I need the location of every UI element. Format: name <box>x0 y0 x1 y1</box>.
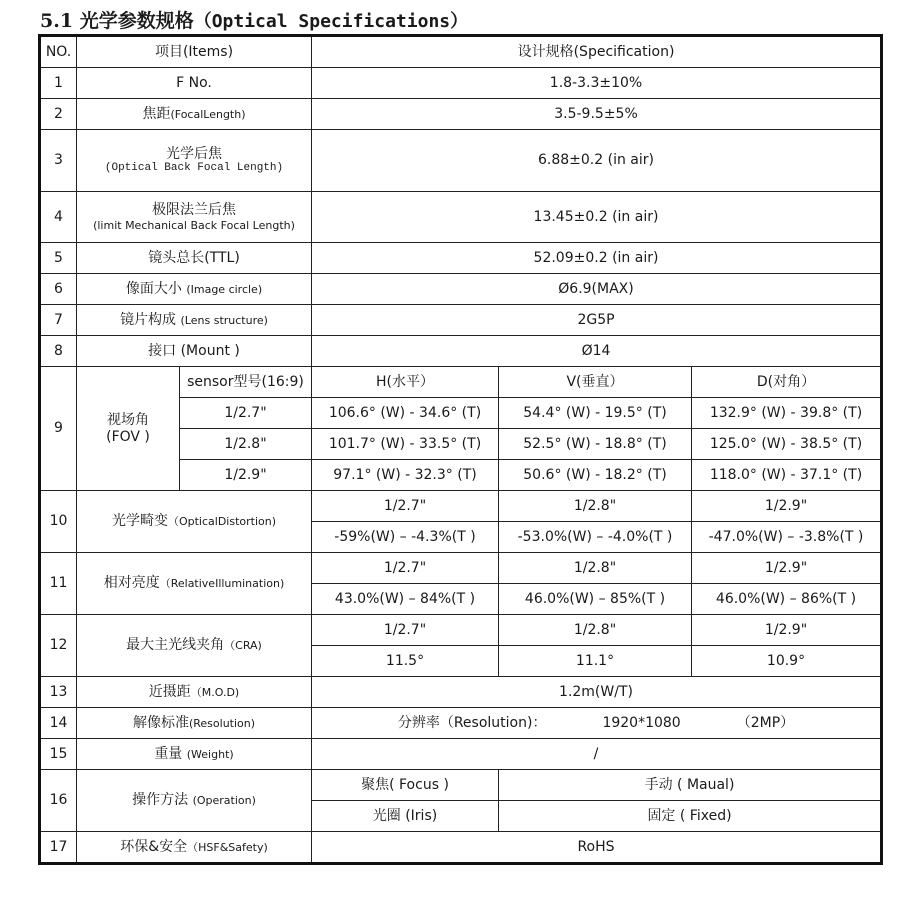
item-label <box>77 553 312 615</box>
row-number: 10 <box>40 491 77 553</box>
item-label <box>77 192 312 243</box>
cra-value: 11.1° <box>499 646 692 677</box>
header-spec: 设计规格(Specification) <box>312 36 882 68</box>
row-number: 5 <box>40 243 77 274</box>
distortion-value: -47.0%(W) – -3.8%(T ) <box>692 522 882 553</box>
row-number: 1 <box>40 68 77 99</box>
item-label-cn: 相对亮度 <box>103 575 160 592</box>
table-row <box>40 739 882 770</box>
item-label <box>77 739 312 770</box>
table-row-illumination-sizes <box>40 553 882 584</box>
table-row <box>40 130 882 192</box>
fov-d-value: 125.0° (W) - 38.5° (T) <box>692 429 882 460</box>
item-label: 镜头总长(TTL) <box>77 243 312 274</box>
spec-value: 1.2m(W/T) <box>312 677 882 708</box>
row-number: 12 <box>40 615 77 677</box>
row-number: 17 <box>40 832 77 864</box>
distortion-value: -59%(W) – -4.3%(T ) <box>312 522 499 553</box>
item-label-cn: 近摄距 <box>148 683 191 700</box>
sensor-size: 1/2.9" <box>692 553 882 584</box>
row-number: 4 <box>40 192 77 243</box>
spec-value: RoHS <box>312 832 882 864</box>
item-label-en: (Weight) <box>186 747 234 761</box>
sensor-size: 1/2.8" <box>499 553 692 584</box>
item-label <box>77 615 312 677</box>
item-label <box>77 770 312 832</box>
row-number: 3 <box>40 130 77 192</box>
fov-h-header: H(水平） <box>312 367 499 398</box>
row-number: 7 <box>40 305 77 336</box>
iris-label: 光圈 (Iris) <box>312 801 499 832</box>
spec-value: 3.5-9.5±5% <box>312 99 882 130</box>
item-label <box>77 708 312 739</box>
item-label-cn: 解像标准 <box>132 714 189 731</box>
row-number: 15 <box>40 739 77 770</box>
row-number: 11 <box>40 553 77 615</box>
spec-value: 52.09±0.2 (in air) <box>312 243 882 274</box>
table-row-cra-sizes <box>40 615 882 646</box>
iris-value: 固定 ( Fixed) <box>499 801 882 832</box>
fov-v-value: 52.5° (W) - 18.8° (T) <box>499 429 692 460</box>
optical-spec-table <box>38 34 883 865</box>
item-label-en: (FocalLength) <box>170 107 246 121</box>
item-label-cn: 光学后焦 <box>166 145 222 162</box>
item-label <box>77 491 312 553</box>
fov-d-header: D(对角） <box>692 367 882 398</box>
table-row <box>40 99 882 130</box>
spec-value: Ø6.9(MAX) <box>312 274 882 305</box>
sensor-size: 1/2.9" <box>692 615 882 646</box>
item-label <box>77 367 180 491</box>
item-label-cn: 像面大小 <box>125 280 182 297</box>
table-row <box>40 68 882 99</box>
table-row <box>40 305 882 336</box>
cra-value: 10.9° <box>692 646 882 677</box>
item-label-cn: 环保&安全 <box>120 838 188 855</box>
item-label <box>77 677 312 708</box>
sensor-size: 1/2.8" <box>180 429 312 460</box>
fov-h-value: 101.7° (W) - 33.5° (T) <box>312 429 499 460</box>
item-label-cn: 焦距 <box>142 105 171 122</box>
item-label-en: (Optical Back Focal Length) <box>104 162 284 175</box>
fov-h-value: 106.6° (W) - 34.6° (T) <box>312 398 499 429</box>
spec-value: / <box>312 739 882 770</box>
sensor-size: 1/2.9" <box>180 460 312 491</box>
section-title <box>40 6 468 33</box>
row-number: 8 <box>40 336 77 367</box>
table-row <box>40 708 882 739</box>
row-number: 13 <box>40 677 77 708</box>
row-number: 14 <box>40 708 77 739</box>
resolution-label: 分辨率（Resolution)： <box>397 714 547 731</box>
item-label-cn: 重量 <box>154 745 183 762</box>
item-label-cn: 光学畸变 <box>111 513 168 530</box>
table-row <box>40 677 882 708</box>
sensor-size: 1/2.7" <box>312 553 499 584</box>
fov-v-header: V(垂直） <box>499 367 692 398</box>
item-label <box>77 99 312 130</box>
table-header-row <box>40 36 882 68</box>
item-label-cn: 镜片构成 <box>120 311 177 328</box>
spec-value: Ø14 <box>312 336 882 367</box>
table-row <box>40 192 882 243</box>
sensor-size: 1/2.8" <box>499 615 692 646</box>
item-label-cn: 最大主光线夹角 <box>126 637 225 654</box>
item-label-cn: 视场角 <box>107 411 149 428</box>
item-label-en: (Lens structure) <box>180 313 268 327</box>
item-label-en: (Resolution) <box>188 716 256 730</box>
item-label-en: （OpticalDistortion) <box>167 515 277 529</box>
focus-label: 聚焦( Focus ) <box>312 770 499 801</box>
sensor-size: 1/2.7" <box>180 398 312 429</box>
fov-v-value: 54.4° (W) - 19.5° (T) <box>499 398 692 429</box>
header-items: 项目(Items) <box>77 36 312 68</box>
fov-d-value: 118.0° (W) - 37.1° (T) <box>692 460 882 491</box>
distortion-value: -53.0%(W) – -4.0%(T ) <box>499 522 692 553</box>
spec-value: 2G5P <box>312 305 882 336</box>
sensor-size: 1/2.7" <box>312 491 499 522</box>
spec-value: 1.8-3.3±10% <box>312 68 882 99</box>
section-title-en: （Optical Specifications） <box>193 11 469 32</box>
resolution-pixels: 1920*1080 <box>602 714 681 731</box>
table-row-distortion-sizes <box>40 491 882 522</box>
item-label-cn: 操作方法 <box>132 792 189 809</box>
item-label-en: (limit Mechanical Back Focal Length) <box>93 218 295 232</box>
item-label-en: （CRA) <box>224 639 262 653</box>
sensor-size: 1/2.7" <box>312 615 499 646</box>
item-label-en: （M.O.D) <box>190 685 240 699</box>
fov-d-value: 132.9° (W) - 39.8° (T) <box>692 398 882 429</box>
table-row <box>40 274 882 305</box>
section-title-cn: 光学参数规格 <box>79 10 194 32</box>
spec-value <box>312 708 882 739</box>
table-row-operation-focus <box>40 770 882 801</box>
row-number: 2 <box>40 99 77 130</box>
sensor-header: sensor型号(16:9) <box>180 367 312 398</box>
spec-value: 13.45±0.2 (in air) <box>312 192 882 243</box>
item-label-en: （HSF&Safety) <box>187 840 268 854</box>
item-label-en: (Mount ) <box>180 342 240 359</box>
item-label: F No. <box>77 68 312 99</box>
fov-h-value: 97.1° (W) - 32.3° (T) <box>312 460 499 491</box>
item-label <box>77 832 312 864</box>
table-row <box>40 336 882 367</box>
sensor-size: 1/2.9" <box>692 491 882 522</box>
item-label <box>77 274 312 305</box>
table-row <box>40 243 882 274</box>
cra-value: 11.5° <box>312 646 499 677</box>
item-label-cn: 接口 <box>148 342 177 359</box>
row-number: 9 <box>40 367 77 491</box>
sensor-size: 1/2.8" <box>499 491 692 522</box>
item-label <box>77 130 312 192</box>
item-label <box>77 305 312 336</box>
item-label-en: (Image circle) <box>186 282 263 296</box>
spec-value: 6.88±0.2 (in air) <box>312 130 882 192</box>
illumination-value: 46.0%(W) – 86%(T ) <box>692 584 882 615</box>
item-label-en: (FOV ) <box>106 428 150 445</box>
row-number: 6 <box>40 274 77 305</box>
item-label <box>77 336 312 367</box>
illumination-value: 46.0%(W) – 85%(T ) <box>499 584 692 615</box>
fov-v-value: 50.6° (W) - 18.2° (T) <box>499 460 692 491</box>
item-label-en: (Operation) <box>192 794 256 808</box>
section-number: 5.1 <box>40 10 74 32</box>
item-label-cn: 极限法兰后焦 <box>152 202 236 218</box>
table-row-fov-header <box>40 367 882 398</box>
focus-value: 手动 ( Maual) <box>499 770 882 801</box>
resolution-mp: （2MP） <box>736 714 795 731</box>
item-label-en: （RelativeIllumination) <box>159 577 285 591</box>
table-row <box>40 832 882 864</box>
row-number: 16 <box>40 770 77 832</box>
illumination-value: 43.0%(W) – 84%(T ) <box>312 584 499 615</box>
header-no: NO. <box>40 36 77 68</box>
